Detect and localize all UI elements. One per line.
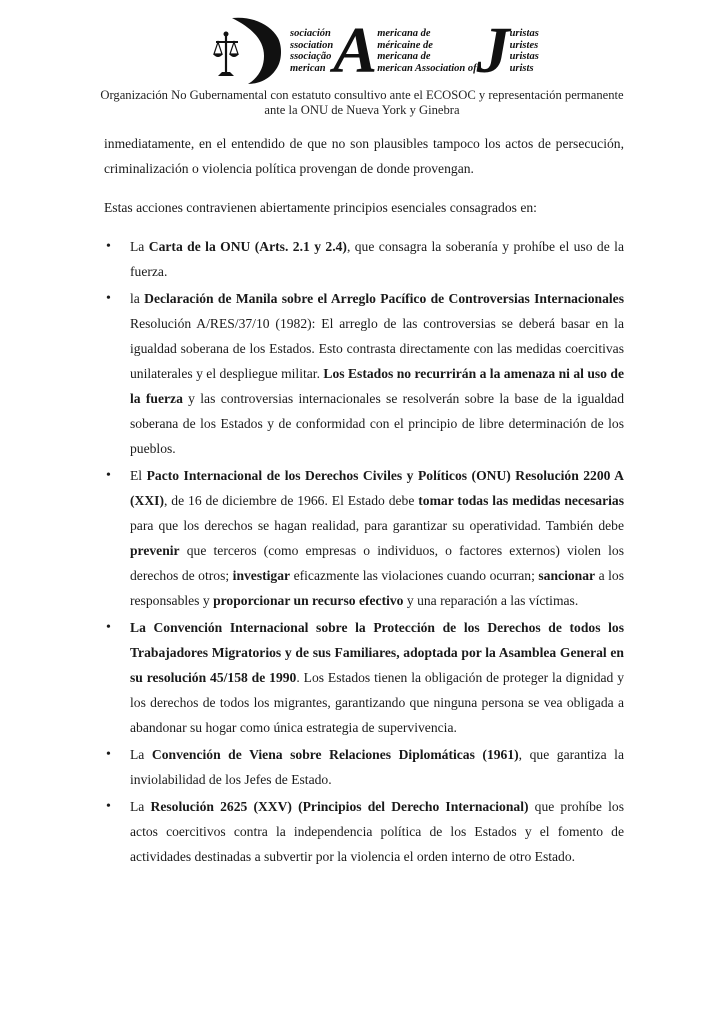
- document-body: [104, 131, 624, 871]
- list-item: [90, 742, 624, 792]
- logo-text-line: uristas: [509, 28, 539, 39]
- logo-letter-j: J: [476, 14, 510, 87]
- list-item-text: a los responsables y: [130, 568, 624, 608]
- list-item: [90, 615, 624, 740]
- logo-text-left-column: [290, 28, 333, 74]
- logo-text-line: méricaine de: [377, 39, 433, 51]
- list-item: [90, 463, 624, 613]
- logo-text-line: uristas: [509, 51, 539, 62]
- list-item-text: La: [130, 239, 149, 254]
- emphasized-text: investigar: [232, 568, 291, 583]
- emphasized-text: Resolución 2625 (XXV) (Principios del Derecho Internacional): [150, 799, 529, 814]
- intro-paragraph: inmediatamente, en el entendido de que no son plausibles tampoco los actos de persecución, criminalización o violencia política provengan de donde provengan.: [104, 136, 624, 176]
- principles-list: [104, 234, 624, 869]
- emphasized-text: prevenir: [130, 543, 180, 558]
- list-item-text: Resolución A/RES/37/10 (1982): El arreglo de las controversias se deberá basar en la igualdad soberana de los Estados. Esto contrasta directamente con las medidas coercitivas unilaterales y el despliegue militar.: [130, 316, 624, 381]
- organization-logo: [212, 14, 539, 88]
- list-item: [90, 286, 624, 461]
- globe-scales-emblem-icon: [212, 14, 286, 88]
- organization-representation-line: ante la ONU de Nueva York y Ginebra: [264, 103, 460, 117]
- emphasized-text: proporcionar un recurso efectivo: [213, 593, 404, 608]
- logo-text-right-column: [510, 28, 539, 74]
- list-item-text: la: [130, 291, 145, 306]
- letterhead: [0, 0, 724, 120]
- logo-wordmark: [290, 14, 539, 87]
- emphasized-text: sancionar: [538, 568, 596, 583]
- principles-lead-paragraph: Estas acciones contravienen abiertamente principios esenciales consagrados en:: [104, 200, 537, 215]
- list-item-text: que prohíbe los actos coercitivos contra la independencia política de los Estados y el fomento de actividades destinadas a subvertir por la violencia el orden interno de otro Estado.: [130, 799, 624, 864]
- emphasized-text: Los Estados no recurrirán a la amenaza ni al uso de la fuerza: [130, 366, 624, 406]
- list-item-text: La: [130, 799, 151, 814]
- list-item-text: , que garantiza la inviolabilidad de los Jefes de Estado.: [130, 747, 624, 787]
- list-item-text: y una reparación a las víctimas.: [403, 593, 579, 608]
- list-item: [90, 794, 624, 869]
- list-item-text: , que consagra la soberanía y prohíbe el uso de la fuerza.: [130, 239, 624, 279]
- logo-text-line: merican: [290, 62, 326, 74]
- emphasized-text: Declaración de Manila sobre el Arreglo Pacífico de Controversias Internacionales: [144, 291, 624, 306]
- emphasized-text: Convención de Viena sobre Relaciones Diplomáticas (1961): [151, 747, 519, 762]
- emphasized-text: tomar todas las medidas necesarias: [418, 493, 624, 508]
- logo-text-line: uristes: [509, 39, 539, 51]
- organization-status-line: Organización No Gubernamental con estatuto consultivo ante el ECOSOC y representación permanente: [100, 88, 624, 102]
- logo-text-line: ssociation: [290, 39, 334, 51]
- list-item-text: La: [130, 747, 152, 762]
- logo-text-line: mericana de: [377, 51, 431, 62]
- logo-text-line: merican Association of: [377, 62, 477, 74]
- logo-text-line: urists: [509, 62, 534, 74]
- list-item-text: El: [130, 468, 147, 483]
- logo-text-middle-column: [377, 28, 476, 74]
- emphasized-text: Carta de la ONU (Arts. 2.1 y 2.4): [148, 239, 347, 254]
- emphasized-text: Pacto Internacional de los Derechos Civiles y Políticos (ONU) Resolución 2200 A (XXI): [130, 468, 625, 508]
- emphasized-text: La Convención Internacional sobre la Protección de los Derechos de todos los Trabajadores Migratorios y de sus Familiares, adoptada por la Asamblea General en su resolución 45/158 de 1990: [130, 620, 624, 685]
- logo-text-line: mericana de: [377, 28, 431, 39]
- list-item-text: para que los derechos se hagan realidad, para garantizar su operatividad. También debe: [130, 518, 624, 533]
- list-item-text: que terceros (como empresas o individuos, o factores externos) violen los derechos de otros;: [130, 543, 624, 583]
- list-item: [90, 234, 624, 284]
- list-item-text: y las controversias internacionales se resolverán sobre la base de la igualdad soberana de los Estados y de conformidad con el principio de libre determinación de los pueblos.: [130, 391, 624, 456]
- logo-text-line: ssociação: [290, 51, 332, 62]
- list-item-text: , de 16 de diciembre de 1966. El Estado debe: [163, 493, 419, 508]
- list-item-text: eficazmente las violaciones cuando ocurran;: [290, 568, 539, 583]
- logo-letter-a: A: [333, 14, 378, 87]
- list-item-text: . Los Estados tienen la obligación de proteger la dignidad y los derechos de todos los migrantes, garantizando que ninguna persona se vea obligada a abandonar su hogar como única estrategia de supervivencia.: [130, 670, 625, 735]
- logo-text-line: sociación: [290, 28, 331, 39]
